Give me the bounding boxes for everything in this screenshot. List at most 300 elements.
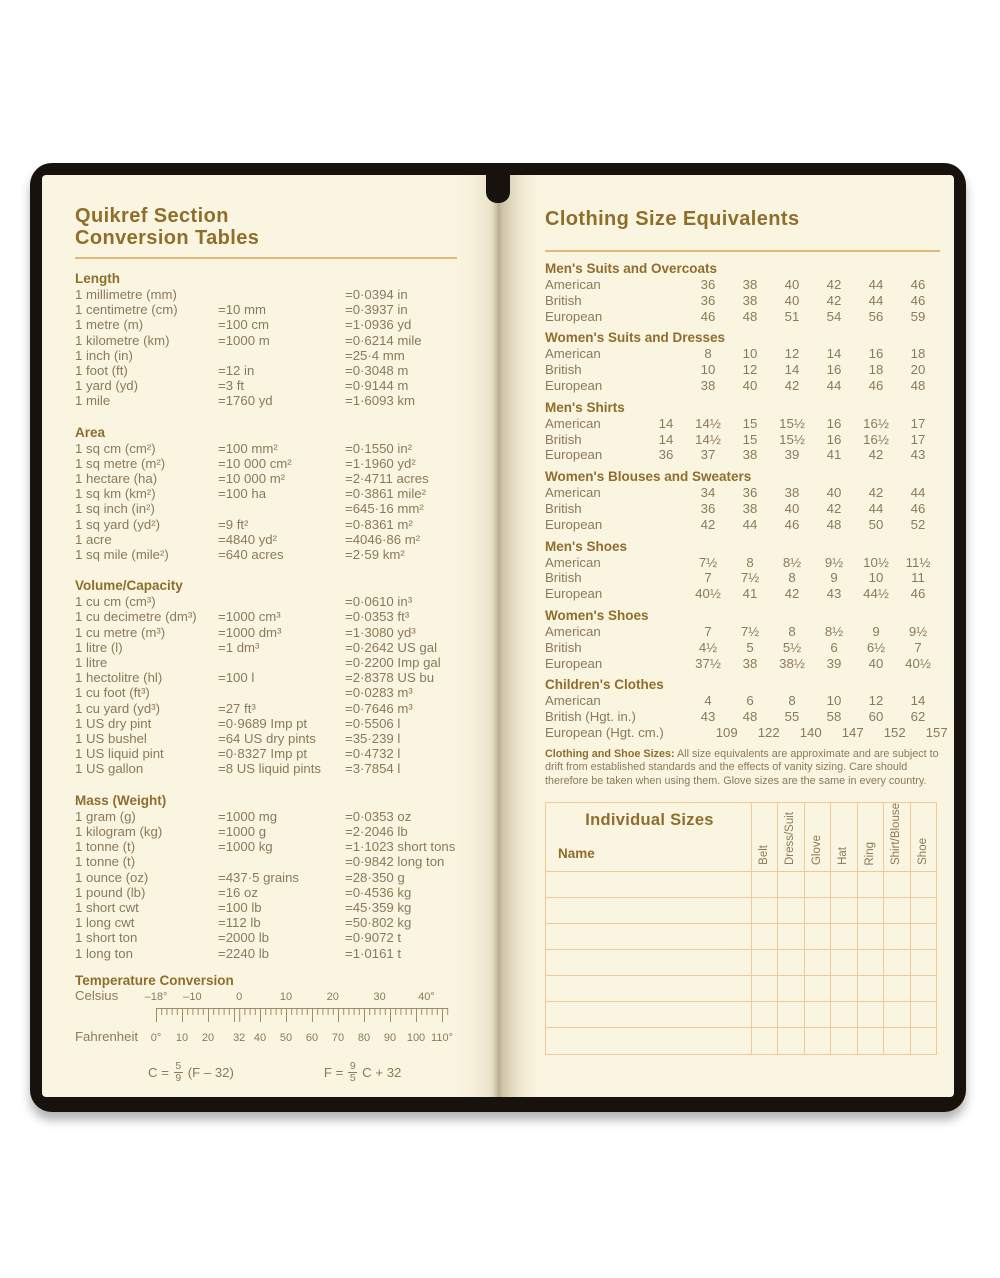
size-cell	[830, 1002, 856, 1027]
conversion-row	[75, 456, 467, 471]
name-cell	[546, 976, 751, 1001]
size-value	[664, 725, 706, 741]
size-value: 18	[868, 362, 884, 378]
size-value: 34	[700, 485, 716, 501]
size-value: 42	[868, 447, 884, 463]
conversion-row	[75, 625, 467, 640]
conversion-cell: 1 kilogram (kg)	[75, 823, 163, 839]
size-value: 8½	[782, 554, 802, 570]
size-value: 46	[910, 292, 926, 308]
name-cell	[546, 898, 751, 923]
size-value	[645, 378, 687, 394]
size-value: 42	[868, 485, 884, 501]
size-section	[545, 539, 940, 602]
size-value: 50	[868, 516, 884, 532]
size-row	[545, 709, 940, 725]
conversion-section	[75, 578, 467, 776]
size-value: 40	[784, 277, 800, 292]
conversion-section	[75, 793, 467, 961]
conversion-cell: 1 hectare (ha)	[75, 471, 158, 487]
conversion-row	[75, 594, 467, 609]
conversion-row	[75, 547, 467, 562]
size-value	[645, 293, 687, 309]
conversion-cell: =1·0161 t	[345, 945, 402, 961]
conversion-cell: =64 US dry pints	[218, 731, 316, 747]
sizes-note-text: All size equivalents are approximate and are subject to drift from established standards and the effects of vanity sizing. Care should therefore be taken when using them. Glove sizes are the same in every country.	[545, 747, 939, 787]
conversion-cell: =100 ha	[218, 486, 267, 502]
size-value: 43	[700, 709, 716, 725]
size-row	[545, 416, 940, 432]
name-cell	[546, 950, 751, 975]
title-line-1: Quikref Section	[75, 205, 229, 227]
conversion-cell: 1 sq mile (mile²)	[75, 547, 169, 563]
title-rule	[75, 257, 457, 259]
conversion-cell: =1·6093 km	[345, 393, 416, 409]
size-value: 42	[784, 586, 800, 602]
individual-sizes-row	[546, 1028, 936, 1054]
conversion-cell: 1 sq cm (cm²)	[75, 440, 156, 456]
celsius-mark: 20	[326, 990, 339, 1003]
size-value: 15	[742, 415, 758, 431]
conversion-cell: 1 inch (in)	[75, 347, 133, 363]
conversion-cell: 1 US dry pint	[75, 715, 152, 731]
conversion-cell: =4840 yd²	[218, 531, 278, 547]
conversion-section	[75, 271, 467, 409]
temperature-heading: Temperature Conversion	[75, 972, 234, 988]
conversion-cell: 1 tonne (t)	[75, 839, 136, 855]
size-cell	[751, 1028, 777, 1054]
size-value: 48	[742, 709, 758, 725]
size-cell	[910, 1028, 936, 1054]
size-cell	[883, 872, 909, 897]
size-value: 16	[826, 431, 842, 447]
size-cell	[777, 898, 803, 923]
celsius-row	[75, 989, 467, 1004]
right-page-title: Clothing Size Equivalents	[545, 208, 800, 230]
size-cell	[883, 924, 909, 949]
conversion-sections	[75, 271, 467, 961]
size-value: 17	[910, 415, 926, 431]
size-row-label: British	[545, 570, 582, 586]
conversion-cell: 1 sq km (km²)	[75, 486, 156, 502]
size-row-label: American	[545, 554, 601, 570]
fraction: $\frac{5}{9}$	[175, 1059, 182, 1085]
size-cell	[910, 924, 936, 949]
size-value: 122	[757, 724, 780, 740]
conversion-cell: =10 mm	[218, 302, 267, 318]
conversion-row	[75, 670, 467, 685]
size-value: 38	[742, 655, 758, 671]
conversion-row	[75, 824, 467, 839]
size-value: 48	[826, 516, 842, 532]
sizes-note	[545, 748, 940, 789]
conversion-cell: =100 lb	[218, 899, 262, 915]
size-row	[545, 517, 940, 533]
size-row-label: American	[545, 693, 601, 709]
fahrenheit-row	[75, 1030, 467, 1045]
size-value: 11	[911, 570, 925, 586]
size-cell	[857, 976, 883, 1001]
left-page	[42, 175, 498, 1097]
size-value: 36	[742, 485, 758, 501]
conversion-cell: =12 in	[218, 363, 255, 379]
conversion-cell: =0·0353 ft³	[345, 609, 410, 625]
fahrenheit-label: Fahrenheit	[75, 1028, 139, 1044]
conversion-cell: 1 long ton	[75, 945, 133, 961]
conversion-cell: 1 metre (m)	[75, 317, 144, 333]
individual-sizes-row	[546, 898, 936, 924]
size-value: 16½	[863, 415, 889, 431]
size-column-header	[804, 803, 830, 871]
conversion-cell: =3 ft	[218, 378, 245, 394]
conversion-cell: 1 short ton	[75, 930, 138, 946]
conversion-cell	[218, 685, 345, 700]
conversion-cell: =0·9842 long ton	[345, 854, 445, 870]
size-value: 46	[910, 277, 926, 292]
conversion-cell	[218, 501, 345, 516]
size-row	[545, 447, 940, 463]
size-value: 39	[784, 447, 800, 463]
size-column-header	[830, 803, 856, 871]
size-value: 42	[700, 516, 716, 532]
size-row	[545, 277, 940, 293]
size-cell	[883, 1002, 909, 1027]
conversion-cell: 1 hectolitre (hl)	[75, 670, 163, 686]
fahrenheit-mark: 50	[279, 1031, 293, 1044]
conversion-cell: =0·6214 mile	[345, 332, 422, 348]
size-row-label: British	[545, 639, 582, 655]
size-value: 6	[830, 639, 838, 655]
size-value: 62	[910, 709, 926, 725]
conversion-cell: =2·4711 acres	[345, 471, 429, 487]
size-value: 4½	[698, 639, 718, 655]
size-value: 14	[784, 362, 800, 378]
size-value: 9½	[908, 623, 928, 639]
size-value: 10	[868, 570, 884, 586]
conversion-cell: 1 sq metre (m²)	[75, 455, 166, 471]
size-cell	[751, 898, 777, 923]
size-value: 44	[826, 377, 842, 393]
conversion-cell: 1 mile	[75, 393, 111, 409]
conversion-cell: =1000 mg	[218, 808, 278, 824]
size-section	[545, 330, 940, 393]
size-value	[645, 346, 687, 362]
rotated-column-label: Belt	[757, 845, 770, 866]
conversion-cell	[218, 854, 345, 869]
size-row	[545, 309, 940, 325]
size-value: 48	[910, 377, 926, 393]
conversion-row	[75, 731, 467, 746]
size-row	[545, 432, 940, 448]
conversion-cell: 1 sq inch (in²)	[75, 501, 155, 517]
conversion-cell: =1·3080 yd³	[345, 624, 416, 640]
size-value	[645, 640, 687, 656]
conversion-cell: =1000 cm³	[218, 609, 281, 625]
size-value: 16	[868, 346, 884, 362]
temperature-section	[75, 973, 467, 1085]
size-value: 157	[925, 724, 948, 740]
size-cell	[751, 924, 777, 949]
size-value: 39	[826, 655, 842, 671]
size-row	[545, 586, 940, 602]
conversion-cell: =0·9072 t	[345, 930, 402, 946]
conversion-cell: =1·1023 short tons	[345, 839, 456, 855]
conversion-cell: =35·239 l	[345, 731, 401, 747]
celsius-mark: 10	[279, 990, 293, 1003]
individual-sizes-row	[546, 1002, 936, 1028]
size-value: 38	[784, 485, 800, 501]
size-value: 60	[868, 709, 884, 725]
conversion-cell: =0·4536 kg	[345, 884, 412, 900]
size-value: 46	[910, 500, 926, 516]
size-value	[645, 586, 687, 602]
size-value: 18	[910, 346, 926, 362]
size-cell	[777, 976, 803, 1001]
size-value: 38	[700, 377, 716, 393]
sizes-note-title: Clothing and Shoe Sizes:	[545, 747, 675, 760]
conversion-cell: =9 ft²	[218, 516, 249, 532]
size-value: 48	[742, 308, 758, 324]
conversion-row	[75, 348, 467, 363]
size-value: 55	[784, 709, 800, 725]
conversion-cell: =100 mm²	[218, 440, 278, 456]
size-section	[545, 261, 940, 324]
size-cell	[910, 950, 936, 975]
conversion-cell: =1000 m	[218, 332, 270, 348]
celsius-mark: –10	[183, 990, 202, 1003]
size-cell	[830, 872, 856, 897]
size-value: 14	[910, 693, 926, 709]
size-section-heading: Women's Suits and Dresses	[545, 330, 726, 346]
size-cell	[777, 1028, 803, 1054]
conversion-row	[75, 302, 467, 317]
conversion-cell: =2240 lb	[218, 945, 269, 961]
size-value: 59	[910, 308, 926, 324]
size-row	[545, 485, 940, 501]
size-value	[645, 709, 687, 725]
size-value: 7	[914, 639, 922, 655]
conversion-row	[75, 517, 467, 532]
fahrenheit-mark: 80	[357, 1031, 371, 1044]
size-column-header	[883, 803, 909, 871]
size-section-heading: Women's Blouses and Sweaters	[545, 469, 752, 485]
size-cell	[804, 950, 830, 975]
size-value: 46	[784, 516, 800, 532]
conversion-cell: 1 cu cm (cm³)	[75, 594, 156, 610]
conversion-cell: =0·0353 oz	[345, 808, 412, 824]
size-value	[645, 517, 687, 533]
temperature-ruler-svg	[156, 1007, 456, 1024]
title-line-2: Conversion Tables	[75, 227, 260, 249]
conversion-cell: 1 cu foot (ft³)	[75, 685, 150, 701]
size-cell	[751, 976, 777, 1001]
size-row-label: American	[545, 415, 601, 431]
size-value: 41	[742, 586, 758, 602]
conversion-row	[75, 701, 467, 716]
conversion-cell: =2·2046 lb	[345, 823, 408, 839]
conversion-cell: =1760 yd	[218, 393, 273, 409]
individual-sizes-row	[546, 924, 936, 950]
size-value: 38½	[779, 655, 805, 671]
conversion-cell: =0·8361 m²	[345, 516, 413, 532]
size-value: 20	[910, 362, 926, 378]
size-row	[545, 555, 940, 571]
size-column-header	[777, 803, 803, 871]
conversion-cell	[218, 348, 345, 363]
size-value: 44	[868, 277, 884, 292]
fahrenheit-mark: 70	[331, 1031, 345, 1044]
size-value	[645, 555, 687, 571]
size-value: 36	[700, 292, 716, 308]
size-row-label: British	[545, 362, 582, 378]
size-value: 38	[742, 447, 758, 463]
conversion-cell: =50·802 kg	[345, 915, 412, 931]
size-row-label: American	[545, 277, 601, 292]
open-pages	[42, 175, 954, 1097]
size-value: 109	[715, 724, 738, 740]
conversion-cell: =0·8327 Imp pt	[218, 746, 308, 762]
conversion-cell: =28·350 g	[345, 869, 405, 885]
individual-sizes-name-cell	[546, 803, 751, 871]
size-value: 40	[826, 485, 842, 501]
size-cell	[777, 1002, 803, 1027]
conversion-cell: =112 lb	[218, 915, 261, 931]
size-cell	[857, 1002, 883, 1027]
size-value: 16	[826, 415, 842, 431]
conversion-cell: =0·3861 mile²	[345, 486, 426, 502]
conversion-cell: =0·9689 Imp pt	[218, 715, 308, 731]
size-value: 14½	[695, 415, 721, 431]
size-cell	[883, 950, 909, 975]
fahrenheit-mark: 40	[253, 1031, 267, 1044]
size-cell	[804, 924, 830, 949]
size-cell	[751, 1002, 777, 1027]
conversion-cell: =1000 dm³	[218, 624, 282, 640]
size-row	[545, 640, 940, 656]
conversion-cell: =8 US liquid pints	[218, 761, 321, 777]
conversion-cell: =27 ft³	[218, 700, 256, 716]
formula-fahrenheit: F = $\frac{9}{5}$ C + 32	[323, 1059, 402, 1085]
individual-sizes-row	[546, 976, 936, 1002]
fahrenheit-mark: 90	[383, 1031, 397, 1044]
size-value: 52	[910, 516, 926, 532]
conversion-cell: 1 cu metre (m³)	[75, 624, 166, 640]
conversion-cell: 1 yard (yd)	[75, 378, 139, 394]
size-value: 43	[826, 586, 842, 602]
size-cell	[910, 976, 936, 1001]
size-value: 14	[658, 431, 674, 447]
size-row-label: European	[545, 516, 603, 532]
size-value: 16	[826, 362, 842, 378]
conversion-cell: =437·5 grains	[218, 869, 300, 885]
conversion-cell: =1·0936 yd	[345, 317, 412, 333]
size-value: 8	[746, 554, 754, 570]
size-value: 44	[868, 500, 884, 516]
size-value: 7½	[740, 570, 760, 586]
size-cell	[857, 924, 883, 949]
rotated-column-label: Shoe	[916, 838, 929, 866]
size-sections	[545, 261, 948, 741]
size-value: 38	[742, 500, 758, 516]
size-value: 14	[826, 346, 842, 362]
size-row-label: British	[545, 431, 582, 447]
size-value: 15½	[779, 431, 805, 447]
size-value: 40½	[905, 655, 931, 671]
size-row	[545, 346, 940, 362]
section-heading: Volume/Capacity	[75, 578, 183, 594]
size-section-heading: Men's Shirts	[545, 399, 625, 415]
size-value: 37	[700, 447, 716, 463]
individual-sizes-header	[546, 803, 936, 872]
fahrenheit-mark: 100	[406, 1031, 426, 1044]
conversion-cell: =100 cm	[218, 317, 269, 333]
size-value: 9	[872, 623, 880, 639]
size-value: 41	[826, 447, 842, 463]
conversion-cell: =0·2642 US gal	[345, 639, 438, 655]
title-rule	[545, 250, 940, 252]
individual-sizes-row	[546, 872, 936, 898]
size-value: 42	[784, 377, 800, 393]
name-cell	[546, 1002, 751, 1027]
size-row-label: American	[545, 623, 601, 639]
size-cell	[777, 872, 803, 897]
size-value: 12	[868, 693, 884, 709]
size-value: 42	[826, 292, 842, 308]
conversion-cell: =100 l	[218, 670, 255, 686]
conversion-row	[75, 900, 467, 915]
size-row	[545, 724, 948, 741]
conversion-row	[75, 885, 467, 900]
size-row-label: European (Hgt. cm.)	[545, 724, 664, 740]
rotated-column-label: Shirt/Blouse	[890, 803, 903, 866]
section-heading: Area	[75, 424, 106, 440]
diary-book	[30, 163, 966, 1112]
size-section	[545, 469, 940, 532]
celsius-mark: 40°	[418, 990, 435, 1003]
size-cell	[830, 898, 856, 923]
size-value	[645, 624, 687, 640]
individual-sizes-table	[545, 802, 937, 1055]
size-cell	[910, 872, 936, 897]
size-row	[545, 693, 940, 709]
conversion-cell: =3·7854 l	[345, 761, 401, 777]
size-section-heading: Men's Shoes	[545, 538, 627, 554]
size-value: 10	[700, 362, 716, 378]
conversion-cell: =0·5506 l	[345, 715, 401, 731]
conversion-row	[75, 363, 467, 378]
size-value: 7½	[698, 554, 718, 570]
size-section-heading: Women's Shoes	[545, 607, 649, 623]
conversion-cell: =1000 g	[218, 823, 267, 839]
conversion-cell: 1 pound (lb)	[75, 884, 146, 900]
conversion-cell: 1 centimetre (cm)	[75, 302, 178, 318]
conversion-row	[75, 471, 467, 486]
conversion-row	[75, 317, 467, 332]
size-cell	[857, 1028, 883, 1054]
size-value: 17	[910, 431, 926, 447]
name-cell	[546, 924, 751, 949]
size-value: 147	[841, 724, 864, 740]
size-column-header	[751, 803, 777, 871]
right-page-content	[545, 208, 948, 1055]
size-cell	[830, 924, 856, 949]
conversion-cell: =2·8378 US bu	[345, 670, 435, 686]
conversion-cell: 1 cu decimetre (dm³)	[75, 609, 197, 625]
name-column-header: Name	[558, 846, 595, 862]
size-value	[645, 362, 687, 378]
size-value: 8	[704, 346, 712, 362]
size-cell	[804, 1002, 830, 1027]
